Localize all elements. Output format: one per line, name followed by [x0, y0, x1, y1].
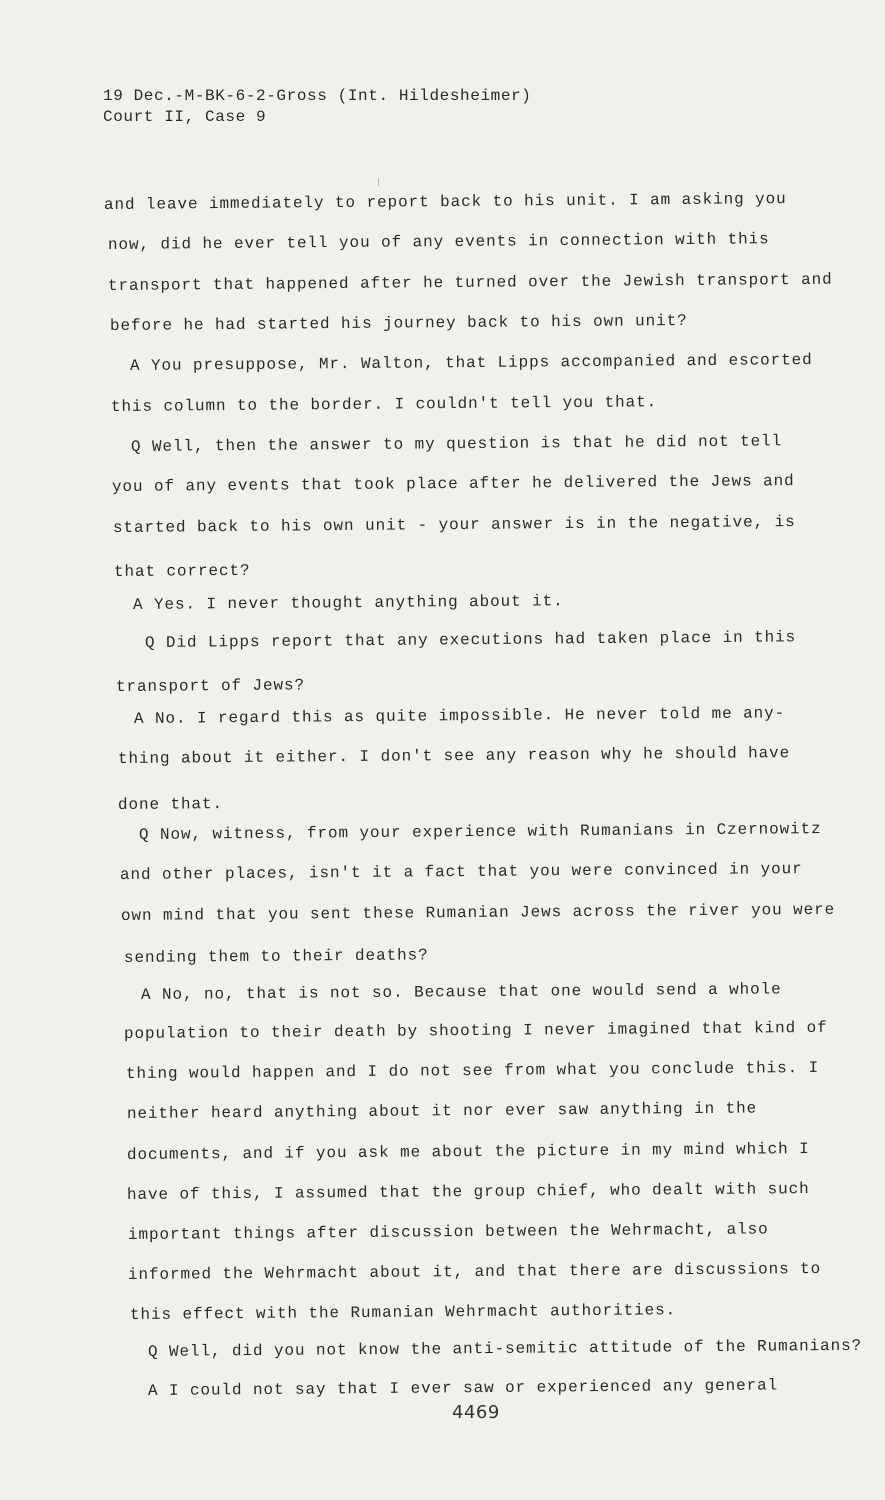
header-reference: 19 Dec.-M-BK-6-2-Gross (Int. Hildesheimer) — [103, 87, 532, 105]
transcript-line: A I could not say that I ever saw or experienced any general — [147, 1376, 779, 1400]
transcript-line: that correct? — [113, 561, 251, 581]
transcript-line: and leave immediately to report back to his unit. I am asking you — [103, 190, 787, 214]
transcript-line: transport that happened after he turned over the Jewish transport and — [107, 270, 833, 295]
transcript-line: A No, no, that is not so. Because that one would send a whole — [140, 980, 782, 1004]
transcript-line: neither heard anything about it nor ever saw anything in the — [126, 1099, 758, 1123]
transcript-line: Q Now, witness, from your experience with Rumanians in Czernowitz — [138, 820, 822, 844]
page-number: 4469 — [452, 1402, 500, 1423]
transcript-line: thing about it either. I don't see any reason why he should have — [117, 744, 791, 768]
transcript-line: Q Well, did you not know the anti-semitic attitude of the Rumanians? — [147, 1336, 863, 1361]
transcript-line: A No. I regard this as quite impossible. He never told me any- — [133, 704, 786, 728]
transcript-line: population to their death by shooting I never imagined that kind of — [123, 1018, 828, 1043]
transcript-line: informed the Wehrmacht about it, and that there are discussions to — [127, 1259, 822, 1284]
transcript-line: important things after discussion between the Wehrmacht, also — [127, 1220, 769, 1244]
transcript-line: sending them to their deaths? — [123, 946, 429, 967]
transcript-line: A You presuppose, Mr. Walton, that Lipps accompanied and escorted — [129, 351, 813, 375]
transcript-line: you of any events that took place after he delivered the Jews and — [111, 472, 795, 496]
transcript-line: documents, and if you ask me about the picture in my mind which I — [126, 1140, 810, 1164]
transcript-line: transport of Jews? — [115, 676, 306, 696]
transcript-line: and other places, isn't it a fact that you were convinced in your — [119, 860, 803, 884]
transcript-line: thing would happen and I do not see from what you conclude this. I — [125, 1058, 820, 1083]
transcript-line: A Yes. I never thought anything about it. — [132, 592, 564, 614]
transcript-line: this effect with the Rumanian Wehrmacht authorities. — [129, 1301, 677, 1324]
transcript-line: own mind that you sent these Rumanian Jews across the river you were — [120, 900, 836, 925]
transcript-line: before he had started his journey back to his own unit? — [109, 311, 688, 335]
transcript-line: Q Did Lipps report that any executions had taken place in this — [144, 628, 797, 652]
transcript-line: have of this, I assumed that the group chief, who dealt with such — [126, 1180, 810, 1204]
transcript-line: Q Well, then the answer to my question is that he did not tell — [130, 432, 783, 456]
transcript-line: this column to the border. I couldn't tell you that. — [110, 393, 658, 416]
transcript-line: done that. — [117, 795, 224, 814]
transcript-line: started back to his own unit - your answer is in the negative, is — [112, 513, 796, 537]
header-court: Court II, Case 9 — [103, 108, 267, 126]
transcript-line: now, did he ever tell you of any events in connection with this — [107, 230, 770, 254]
